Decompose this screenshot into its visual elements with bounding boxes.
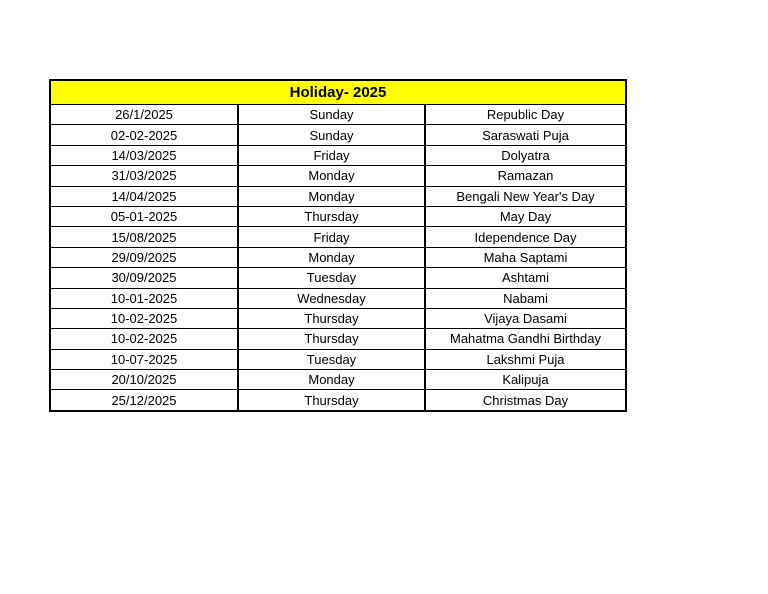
holiday-table [49,79,627,412]
date-cell: 10-02-2025 [51,329,238,349]
holiday-name-cell: Christmas Day [425,390,625,410]
day-cell: Thursday [238,390,425,410]
date-cell: 14/03/2025 [51,145,238,165]
table-row [51,206,625,226]
date-cell: 10-01-2025 [51,288,238,308]
date-cell: 10-07-2025 [51,349,238,369]
day-cell: Sunday [238,125,425,145]
holiday-name-cell: Republic Day [486,107,565,123]
holiday-name-cell: Saraswati Puja [425,125,625,145]
holiday-name-cell: Kalipuja [425,370,625,390]
holiday-name-cell: Bengali New Year's Day [425,186,625,206]
day-cell: Friday [238,227,425,247]
holiday-name-cell: Ashtami [425,268,625,288]
holiday-name-cell: Vijaya Dasami [425,308,625,328]
holiday-name-cell: Maha Saptami [425,247,625,267]
table-row [51,308,625,328]
table-row [51,125,625,145]
date-cell: 30/09/2025 [51,268,238,288]
day-cell: Sunday [238,105,425,125]
day-cell: Tuesday [238,349,425,369]
date-cell: 10-02-2025 [51,308,238,328]
date-cell: 26/1/2025 [51,105,238,125]
day-cell: Monday [238,186,425,206]
table-row [51,349,625,369]
holiday-grid [51,105,625,410]
date-cell: 20/10/2025 [51,370,238,390]
holiday-name-cell: May Day [425,206,625,226]
date-cell: 29/09/2025 [51,247,238,267]
table-row [51,227,625,247]
holiday-name-cell: Dolyatra [425,145,625,165]
holiday-name-cell: Ramazan [425,166,625,186]
day-cell: Friday [238,145,425,165]
holiday-name-cell: Lakshmi Puja [425,349,625,369]
holiday-name-cell: Nabami [425,288,625,308]
table-row [51,390,625,410]
table-row [51,370,625,390]
holiday-name-cell: Mahatma Gandhi Birthday [425,329,625,349]
date-cell: 25/12/2025 [51,390,238,410]
holiday-name-cell: Idependence Day [425,227,625,247]
day-cell: Thursday [238,206,425,226]
day-cell: Thursday [238,308,425,328]
day-cell: Monday [238,166,425,186]
day-cell: Tuesday [238,268,425,288]
table-row [51,247,625,267]
day-cell: Monday [238,370,425,390]
table-row [51,145,625,165]
date-cell: 05-01-2025 [51,206,238,226]
table-title: Holiday- 2025 [51,81,625,105]
day-cell: Wednesday [238,288,425,308]
table-row [51,268,625,288]
table-row [51,288,625,308]
day-cell: Monday [238,247,425,267]
date-cell: 31/03/2025 [51,166,238,186]
day-cell: Thursday [238,329,425,349]
table-row [51,105,625,125]
date-cell: 15/08/2025 [51,227,238,247]
date-cell: 02-02-2025 [51,125,238,145]
date-cell: 14/04/2025 [51,186,238,206]
table-row [51,186,625,206]
table-row [51,329,625,349]
table-row [51,166,625,186]
